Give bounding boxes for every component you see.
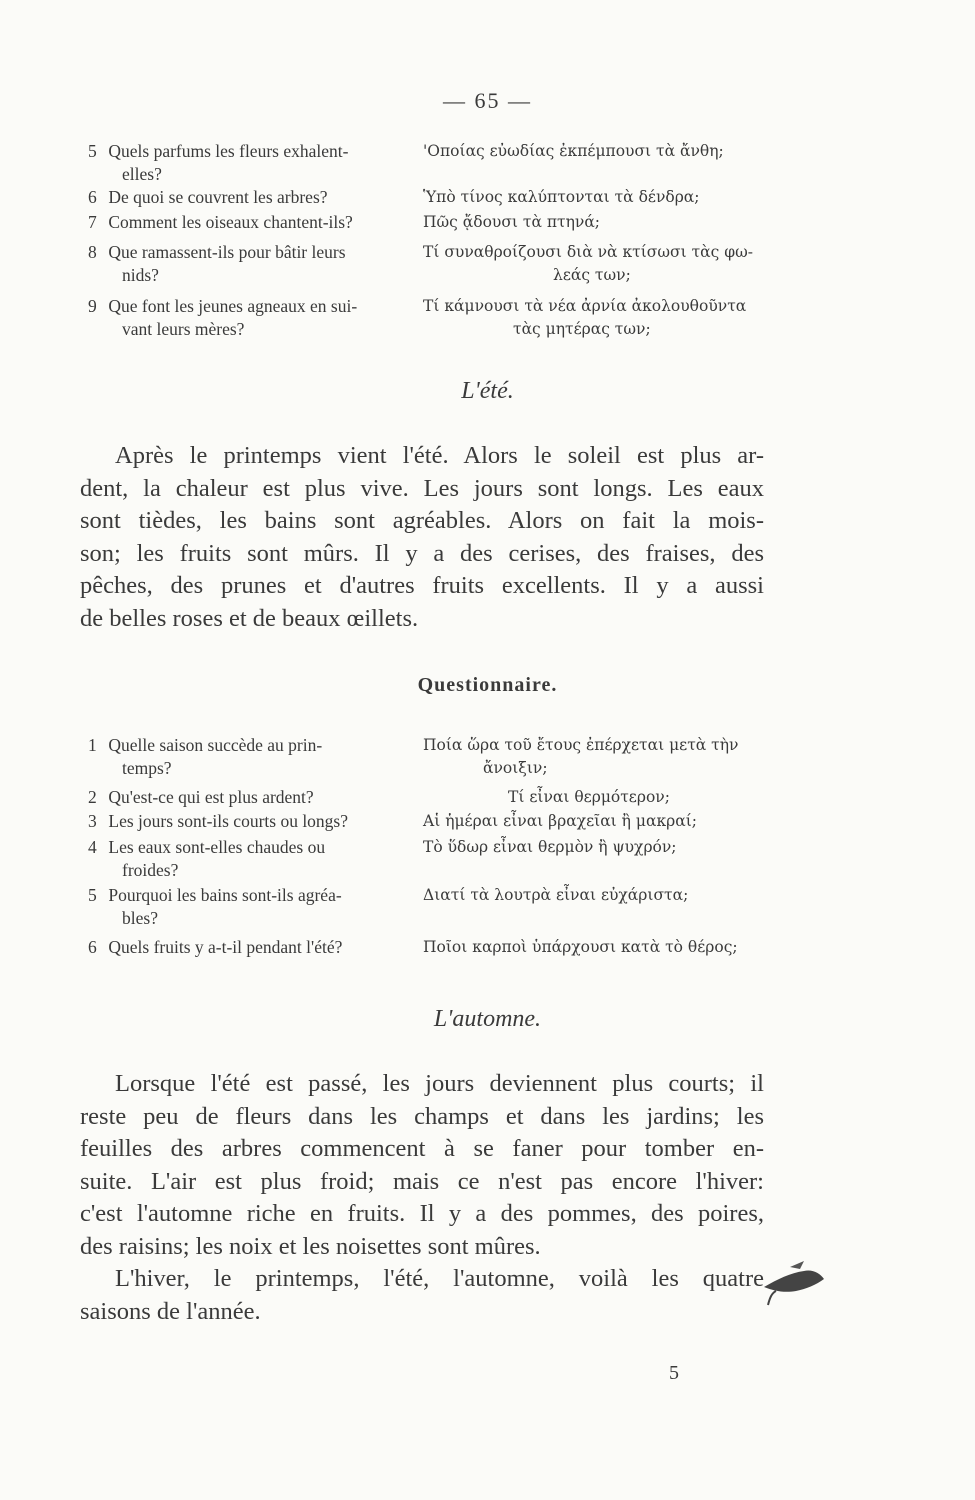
ink-blot-mark xyxy=(760,1255,830,1315)
autumn-paragraph: Lorsque l'été est passé, les jours deviennent plus courts; il reste peu de fleurs dans les champs et dans les jardins; les feuilles des arbres commencent à se faner pour tomber en- suite. L'air est plus froid; mais ce n'est pas encore l'hiver: c'est l'automne riche en fruits. Il y a des pommes, des poires, des raisins; les noix et les noisettes sont mûres. L'hiver, le printemps, l'été, l'automne, voilà les quatre saisons de l'année. xyxy=(80,1070,764,1325)
questionnaire-title: Questionnaire. xyxy=(417,674,558,696)
section-title-autumn: L'automne. xyxy=(433,1006,542,1032)
page-header: — 65 — xyxy=(443,88,532,113)
section-title-summer: L'été. xyxy=(461,378,514,404)
signature-number: 5 xyxy=(669,1362,679,1384)
summer-paragraph: Après le printemps vient l'été. Alors le soleil est plus ar- dent, la chaleur est plus vive. Les jours sont longs. Les eaux sont tièdes, les bains sont agréables. Alors on fait la mois- son; les fruits sont mûrs. Il y a des cerises, des fraises, des pêches, des prunes et d'autres fruits excellents. Il y a aussi de belles roses et de beaux œillets. xyxy=(80,442,764,632)
closing-paragraph: L'hiver, le printemps, l'été, l'automne, voilà les quatre xyxy=(115,1265,764,1292)
